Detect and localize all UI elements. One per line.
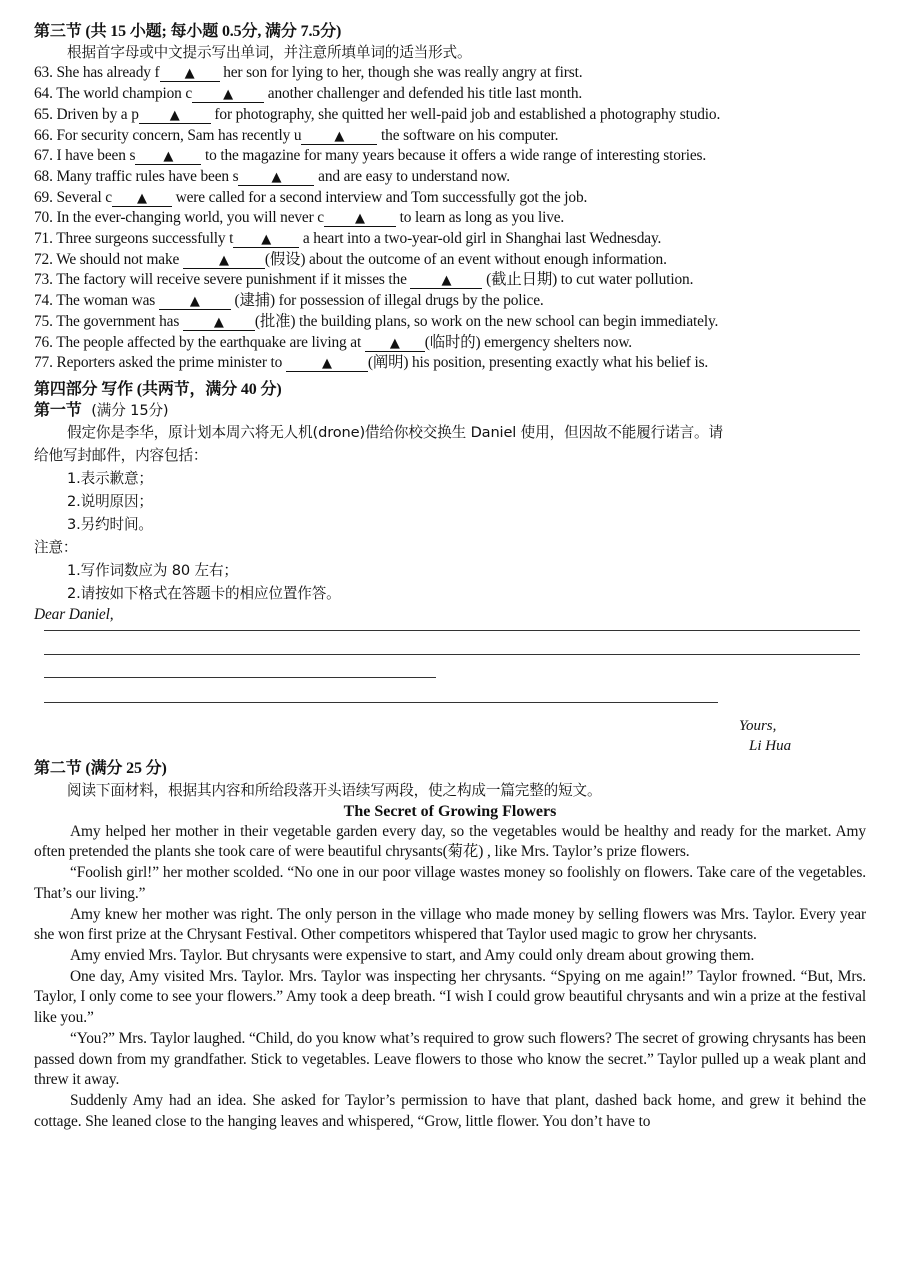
item-text-after: to the magazine for many years because it offers a wide range of interesting stories. bbox=[201, 147, 707, 165]
answer-blank[interactable] bbox=[139, 107, 211, 124]
note-2: 2.请按如下格式在答题卡的相应位置作答。 bbox=[67, 585, 341, 603]
item-text-before: 71. Three surgeons successfully t bbox=[34, 230, 234, 248]
triangle-icon: ▲ bbox=[441, 273, 452, 289]
answer-blank[interactable] bbox=[112, 190, 172, 207]
fill-in-item bbox=[34, 208, 866, 229]
note-1: 1.写作词数应为 80 左右； bbox=[67, 562, 238, 580]
answer-blank[interactable] bbox=[135, 148, 201, 165]
item-text-before: 73. The factory will receive severe punishment if it misses the bbox=[34, 271, 411, 289]
writing-prompt-line2: 给他写封邮件，内容包括： bbox=[34, 447, 208, 465]
item-text-after: another challenger and defended his title last month. bbox=[264, 85, 583, 103]
triangle-icon: ▲ bbox=[213, 314, 224, 330]
item-text-after: her son for lying to her, though she was really angry at first. bbox=[219, 64, 583, 82]
part4-sec1-heading-row bbox=[34, 401, 866, 422]
answer-blank[interactable] bbox=[183, 252, 265, 269]
fill-in-item bbox=[34, 188, 866, 209]
triangle-icon: ▲ bbox=[355, 211, 365, 227]
story-paragraph: Amy knew her mother was right. The only person in the village who made money by selling flowers was Mrs. Taylor. Every year she won first prize at the Chrysant Festival. Other competitors whispered that Taylor used magic to grow her chrysants. bbox=[34, 905, 866, 944]
triangle-icon: ▲ bbox=[321, 356, 332, 372]
item-text-before: 75. The government has bbox=[34, 312, 183, 330]
writing-point-2: 2.说明原因； bbox=[67, 493, 153, 511]
salutation: Dear Daniel, bbox=[34, 606, 114, 624]
triangle-icon: ▲ bbox=[223, 87, 234, 103]
fill-in-item bbox=[34, 270, 866, 291]
fill-in-item bbox=[34, 63, 866, 84]
fill-in-item bbox=[34, 229, 866, 250]
item-text-before: 74. The woman was bbox=[34, 292, 159, 310]
answer-blank[interactable] bbox=[286, 355, 368, 372]
item-text-after: (假设) about the outcome of an event without enough information. bbox=[264, 250, 667, 268]
item-text-before: 68. Many traffic rules have been s bbox=[34, 167, 239, 185]
answer-blank[interactable] bbox=[192, 86, 264, 103]
answer-lines bbox=[34, 626, 866, 755]
story-title: The Secret of Growing Flowers bbox=[343, 802, 557, 820]
triangle-icon: ▲ bbox=[261, 232, 272, 248]
item-text-after: and are easy to understand now. bbox=[314, 167, 510, 185]
answer-line bbox=[44, 630, 860, 631]
item-text-before: 76. The people affected by the earthquake are living at bbox=[34, 333, 365, 351]
closing: Yours, bbox=[739, 718, 777, 735]
item-text-before: 72. We should not make bbox=[34, 250, 183, 268]
triangle-icon: ▲ bbox=[334, 128, 345, 144]
part4-heading: 第四部分 写作 (共两节，满分 40 分) bbox=[34, 380, 282, 398]
item-text-after: the software on his computer. bbox=[377, 126, 559, 144]
item-text-after: (批准) the building plans, so work on the new school can begin immediately. bbox=[254, 312, 719, 330]
item-text-before: 63. She has already f bbox=[34, 64, 160, 82]
triangle-icon: ▲ bbox=[163, 149, 174, 165]
item-text-after: (截止日期) to cut water pollution. bbox=[482, 271, 694, 289]
item-text-after: (临时的) emergency shelters now. bbox=[424, 333, 632, 351]
item-text-before: 69. Several c bbox=[34, 188, 112, 206]
answer-blank[interactable] bbox=[233, 231, 299, 248]
part4-sec1-heading: 第一节 bbox=[34, 401, 82, 419]
story-paragraph: Amy envied Mrs. Taylor. But chrysants were expensive to start, and Amy could only dream about growing them. bbox=[70, 946, 755, 964]
item-text-before: 77. Reporters asked the prime minister to bbox=[34, 354, 286, 372]
triangle-icon: ▲ bbox=[389, 335, 400, 351]
item-text-after: for photography, she quitted her well-paid job and established a photography studio. bbox=[210, 105, 721, 123]
item-text-after: (阐明) his position, presenting exactly what his belief is. bbox=[367, 354, 709, 372]
answer-blank[interactable] bbox=[183, 314, 255, 331]
fill-in-item bbox=[34, 333, 866, 354]
fill-in-item bbox=[34, 84, 866, 105]
section3-heading: 第三节 (共 15 小题; 每小题 0.5分, 满分 7.5分) bbox=[34, 23, 342, 40]
answer-blank[interactable] bbox=[301, 128, 377, 145]
story-paragraph: One day, Amy visited Mrs. Taylor. Mrs. Taylor was inspecting her chrysants. “Spying on me again!” Taylor frowned. “But, Mrs. Taylor, I only come to see your flowers.” Amy took a deep breath. “I wish I could grow beautiful chrysants and win a prize at the festival like you.” bbox=[34, 967, 866, 1027]
item-text-after: a heart into a two-year-old girl in Shanghai last Wednesday. bbox=[299, 230, 662, 248]
answer-line bbox=[44, 677, 436, 678]
item-text-after: (逮捕) for possession of illegal drugs by the police. bbox=[230, 292, 544, 310]
fill-in-item bbox=[34, 167, 866, 188]
writing-point-1: 1.表示歉意； bbox=[67, 470, 153, 488]
writing-prompt-line1: 假定你是李华，原计划本周六将无人机(drone)借给你校交换生 Daniel 使用，但因故不能履行诺言。请 bbox=[67, 424, 723, 442]
triangle-icon: ▲ bbox=[184, 66, 195, 82]
signature: Li Hua bbox=[749, 738, 792, 755]
exam-page bbox=[34, 22, 866, 1132]
story-paragraph: Amy helped her mother in their vegetable garden every day, so the vegetables would be healthy and ready for the market. Amy often pretended the plants she took care of were beautiful chrysants(菊花) , like Mrs. Taylor’s prize flowers. bbox=[34, 822, 866, 861]
answer-blank[interactable] bbox=[410, 272, 482, 289]
writing-point-3: 3.另约时间。 bbox=[67, 516, 153, 534]
item-text-before: 66. For security concern, Sam has recently u bbox=[34, 126, 302, 144]
fill-in-item bbox=[34, 146, 866, 167]
triangle-icon: ▲ bbox=[271, 169, 282, 185]
answer-blank[interactable] bbox=[324, 210, 396, 227]
story-paragraph: “You?” Mrs. Taylor laughed. “Child, do you know what’s required to grow such flowers? The secret of growing chrysants has been passed down from my grandfather. Stick to vegetables. Leave flowers to those who know the secret.” Taylor pulled up a weak plant and threw it away. bbox=[34, 1029, 866, 1089]
triangle-icon: ▲ bbox=[189, 294, 200, 310]
triangle-icon: ▲ bbox=[218, 252, 229, 268]
fill-in-item bbox=[34, 291, 866, 312]
answer-blank[interactable] bbox=[238, 169, 314, 186]
story-paragraph: Suddenly Amy had an idea. She asked for Taylor’s permission to have that plant, dashed back home, and grew it behind the cottage. She leaned close to the hanging leaves and whispered, “Grow, little flower. You don’t have to bbox=[34, 1091, 866, 1130]
fill-in-list bbox=[34, 63, 866, 374]
answer-blank[interactable] bbox=[160, 65, 220, 82]
section2-heading: 第二节 (满分 25 分) bbox=[34, 760, 167, 778]
fill-in-item bbox=[34, 250, 866, 271]
fill-in-item bbox=[34, 312, 866, 333]
item-text-before: 67. I have been s bbox=[34, 147, 136, 165]
fill-in-item bbox=[34, 353, 866, 374]
item-text-after: to learn as long as you live. bbox=[395, 209, 565, 227]
story-body bbox=[34, 822, 866, 1133]
fill-in-item bbox=[34, 105, 866, 126]
fill-in-item bbox=[34, 126, 866, 147]
story-paragraph: “Foolish girl!” her mother scolded. “No one in our poor village wastes money so foolishly on flowers. Take care of the vegetables. That’s our living.” bbox=[34, 864, 866, 902]
part4-sec1-score: (满分 15分) bbox=[91, 401, 169, 419]
section3-instruction: 根据首字母或中文提示写出单词，并注意所填单词的适当形式。 bbox=[67, 43, 472, 61]
item-text-after: were called for a second interview and Tom successfully got the job. bbox=[171, 188, 588, 206]
item-text-before: 65. Driven by a p bbox=[34, 105, 139, 123]
section2-instruction: 阅读下面材料，根据其内容和所给段落开头语续写两段，使之构成一篇完整的短文。 bbox=[67, 781, 602, 799]
triangle-icon: ▲ bbox=[169, 107, 180, 123]
answer-blank[interactable] bbox=[365, 335, 425, 352]
note-label: 注意： bbox=[34, 539, 78, 557]
item-text-before: 70. In the ever-changing world, you will never c bbox=[34, 209, 324, 227]
answer-line bbox=[44, 654, 860, 655]
item-text-before: 64. The world champion c bbox=[34, 85, 193, 103]
answer-blank[interactable] bbox=[159, 293, 231, 310]
triangle-icon: ▲ bbox=[137, 190, 147, 206]
answer-line bbox=[44, 702, 718, 703]
